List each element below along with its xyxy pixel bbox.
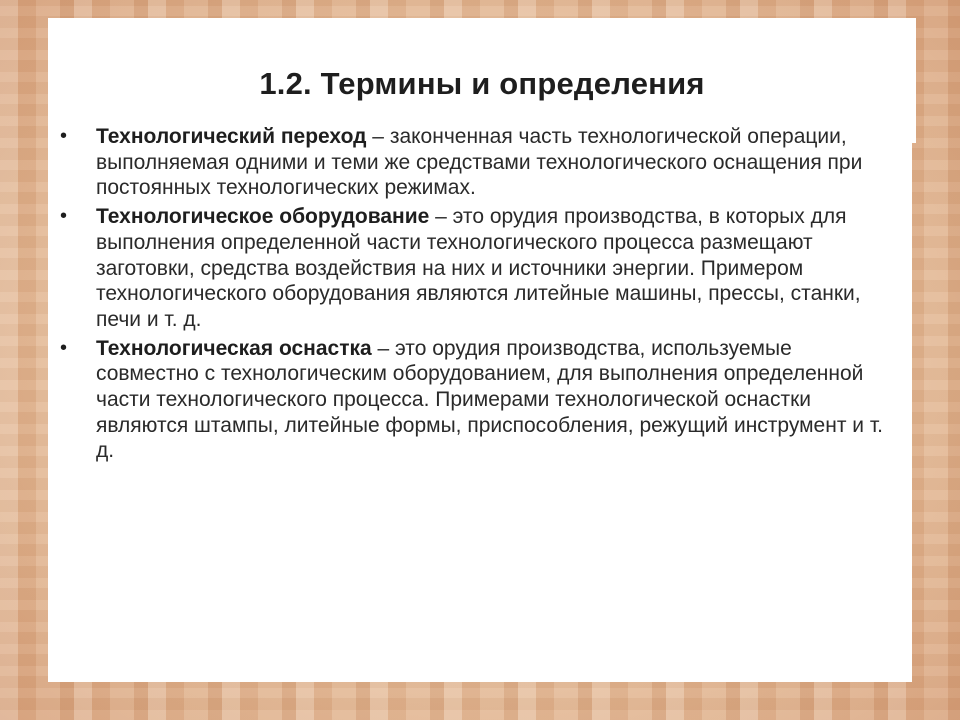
bullet-icon: • (60, 336, 68, 359)
bullet-icon: • (60, 125, 68, 147)
term-definition: – это орудия производства, в которых для выполнения определенной части технологического процесса размещают заготовки, средства воздействия на них и источники энергии. Примером технологического оборудования являются литейные машины, прессы, станки, печи и т. д. (96, 205, 861, 331)
term-name: Технологическая оснастка (96, 336, 372, 360)
term-name: Технологическое оборудование (96, 205, 430, 229)
terms-list (60, 124, 900, 467)
list-item-tooling (60, 336, 900, 465)
page-title: 1.2. Термины и определения (259, 66, 705, 101)
term-definition: – законченная часть технологической операции, выполняемая одними и теми же средствами технологического оснащения при постоянных технологических режимах. (96, 125, 863, 200)
list-item-transition (60, 124, 900, 201)
term-name: Технологический переход (96, 125, 367, 148)
bullet-icon: • (60, 205, 68, 228)
term-definition: – это орудия производства, используемые совместно с технологическим оборудованием, для выполнения определенной части технологического процесса. Примерами технологической оснастки являются штампы, литейные формы, приспособления, режущий инструмент и т. д. (96, 336, 883, 463)
list-item-equipment (60, 204, 900, 333)
